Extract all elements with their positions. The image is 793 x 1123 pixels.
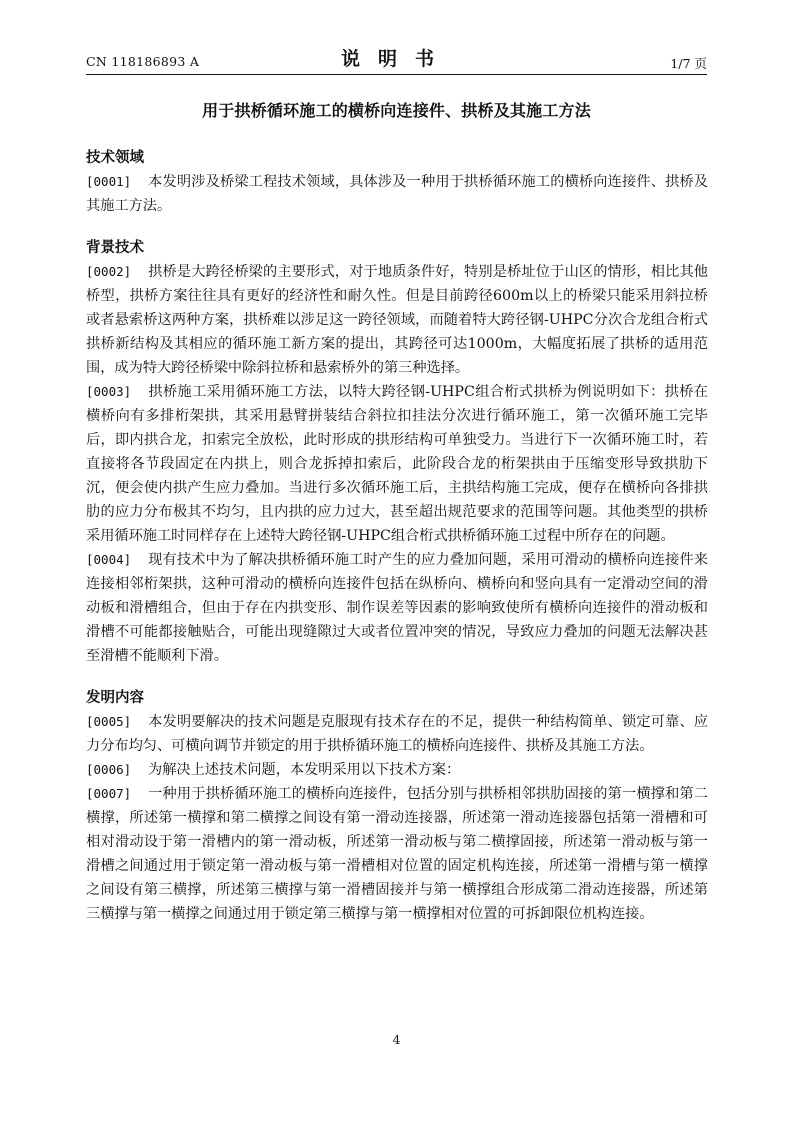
paragraph-text: 一种用于拱桥循环施工的横桥向连接件，包括分别与拱桥相邻拱肋固接的第一横撑和第二横撑，所述第一横撑和第二横撑之间设有第一滑动连接器，所述第一滑动连接器包括第一滑槽和可相对滑动设于第一滑槽内的第一滑动板，所述第一滑动板与第二横撑固接，所述第一滑动板与第一滑槽之间通过用于锁定第一滑动板与第一滑槽相对位置的固定机构连接，所述第一滑槽与第一横撑之间设有第三横撑，所述第三横撑与第一滑槽固接并与第一横撑组合形成第二滑动连接器，所述第三横撑与第一横撑之间通过用于锁定第三横撑与第一横撑相对位置的可拆卸限位机构连接。 — [86, 786, 708, 922]
section-technical-field — [86, 146, 708, 218]
paragraph-text: 拱桥是大跨径桥梁的主要形式，对于地质条件好，特别是桥址位于山区的情形，相比其他桥型，拱桥方案往往具有更好的经济性和耐久性。但是目前跨径600m以上的桥梁只能采用斜拉桥或者悬索桥这两种方案，拱桥难以涉足这一跨径领域，而随着特大跨径钢-UHPC分次合龙组合桁式拱桥新结构及其相应的循环施工新方案的提出，其跨径可达1000m，大幅度拓展了拱桥的适用范围，成为特大跨径桥梁中除斜拉桥和悬索桥外的第三种选择。 — [86, 264, 708, 376]
paragraph-number: [0004] — [86, 552, 132, 567]
paragraph-number: [0003] — [86, 384, 132, 399]
section-background — [86, 236, 708, 668]
paragraph-number: [0001] — [86, 174, 132, 189]
paragraph-text: 拱桥施工采用循环施工方法，以特大跨径钢-UHPC组合桁式拱桥为例说明如下：拱桥在横桥向有多排桁架拱，其采用悬臂拼装结合斜拉扣挂法分次进行循环施工，第一次循环施工完毕后，即内拱合龙，扣索完全放松，此时形成的拱形结构可单独受力。当进行下一次循环施工时，若直接将各节段固定在内拱上，则合龙拆掉扣索后，此阶段合龙的桁架拱由于压缩变形导致拱肋下沉，便会使内拱产生应力叠加。当进行多次循环施工后，主拱结构施工完成，便存在横桥向各排拱肋的应力分布极其不均匀，且内拱的应力过大，甚至超出规范要求的范围等问题。其他类型的拱桥采用循环施工时同样存在上述特大跨径钢-UHPC组合桁式拱桥循环施工过程中所存在的问题。 — [86, 384, 708, 544]
header-title: 说明书 — [340, 48, 452, 70]
paragraph-text: 本发明要解决的技术问题是克服现有技术存在的不足，提供一种结构简单、锁定可靠、应力分布均匀、可横向调节并锁定的用于拱桥循环施工的横桥向连接件、拱桥及其施工方法。 — [86, 714, 708, 754]
section-summary — [86, 686, 708, 926]
paragraph-text: 本发明涉及桥梁工程技术领域，具体涉及一种用于拱桥循环施工的横桥向连接件、拱桥及其施工方法。 — [86, 174, 708, 214]
paragraph-number: [0002] — [86, 264, 132, 279]
section-heading: 背景技术 — [86, 240, 144, 256]
paragraph-number: [0005] — [86, 714, 132, 729]
paragraph-number: [0007] — [86, 786, 132, 801]
paragraph-number: [0006] — [86, 762, 132, 777]
paragraph — [86, 710, 708, 758]
paragraph — [86, 260, 708, 380]
paragraph — [86, 380, 708, 548]
page-header — [86, 44, 707, 76]
paragraph-text: 现有技术中为了解决拱桥循环施工时产生的应力叠加问题，采用可滑动的横桥向连接件来连接相邻桁架拱，这种可滑动的横桥向连接件包括在纵桥向、横桥向和竖向具有一定滑动空间的滑动板和滑槽组合，但由于存在内拱变形、制作误差等因素的影响致使所有横桥向连接件的滑动板和滑槽不可能都接触贴合，可能出现缝隙过大或者位置冲突的情况，导致应力叠加的问题无法解决甚至滑槽不能顺利下滑。 — [86, 552, 708, 664]
document-title: 用于拱桥循环施工的横桥向连接件、拱桥及其施工方法 — [202, 101, 591, 120]
page-number: 4 — [392, 1032, 401, 1047]
section-heading: 发明内容 — [86, 690, 144, 706]
paragraph — [86, 758, 708, 782]
paragraph — [86, 782, 708, 926]
paragraph — [86, 548, 708, 668]
document-body — [86, 146, 708, 926]
header-divider — [86, 74, 707, 75]
paragraph — [86, 170, 708, 218]
section-heading: 技术领域 — [86, 150, 144, 166]
page-label: 1/7 页 — [670, 56, 707, 71]
paragraph-text: 为解决上述技术问题，本发明采用以下技术方案： — [148, 762, 461, 778]
doc-number: CN 118186893 A — [86, 54, 200, 69]
